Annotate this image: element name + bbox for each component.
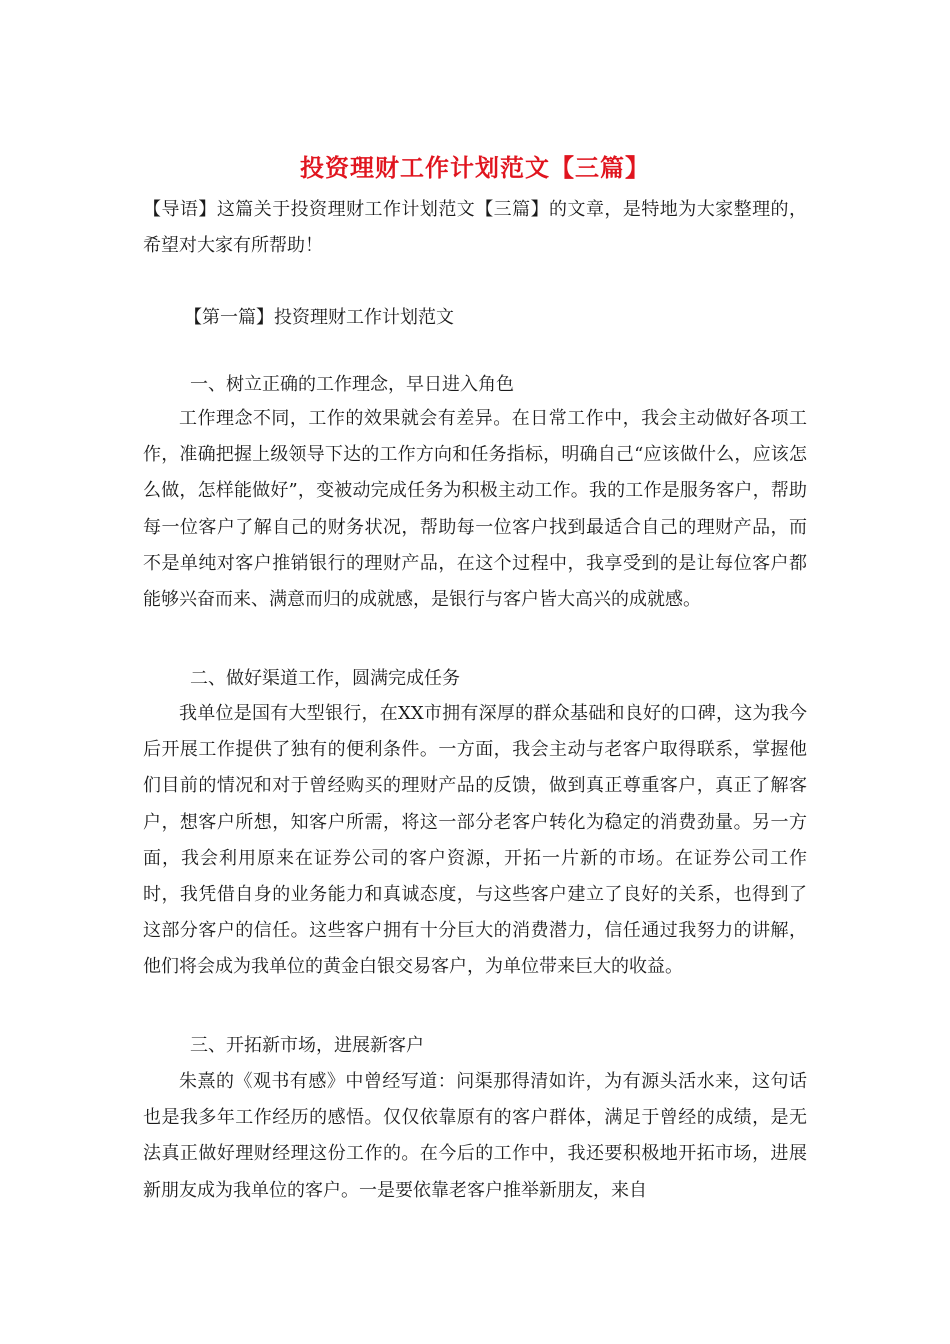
section-3-heading: 三、开拓新市场，进展新客户	[190, 1035, 424, 1056]
section-1-body: 工作理念不同，工作的效果就会有差异。在日常工作中，我会主动做好各项工作，准确把握上级领导下达的工作方向和任务指标，明确自己“应该做什么，应该怎么做，怎样能做好”，变被动完成任务为积极主动工作。我的工作是服务客户，帮助每一位客户了解自己的财务状况，帮助每一位客户找到最适合自己的理财产品，而不是单纯对客户推销银行的理财产品，在这个过程中，我享受到的是让每位客户都能够兴奋而来、满意而归的成就感，是银行与客户皆大高兴的成就感。	[143, 408, 807, 611]
section-2-heading: 二、做好渠道工作，圆满完成任务	[190, 668, 460, 689]
intro-paragraph: 【导语】这篇关于投资理财工作计划范文【三篇】的文章，是特地为大家整理的，希望对大家有所帮助！	[143, 199, 807, 257]
part-heading: 【第一篇】投资理财工作计划范文	[184, 307, 454, 328]
section-3-body: 朱熹的《观书有感》中曾经写道：问渠那得清如许，为有源头活水来，这句话也是我多年工作经历的感悟。仅仅依靠原有的客户群体，满足于曾经的成绩，是无法真正做好理财经理这份工作的。在今后的工作中，我还要积极地开拓市场，进展新朋友成为我单位的客户。一是要依靠老客户推举新朋友，来自	[143, 1071, 807, 1201]
document-title: 投资理财工作计划范文【三篇】	[300, 153, 650, 182]
section-1-heading: 一、树立正确的工作理念，早日进入角色	[190, 374, 514, 395]
section-2-body: 我单位是国有大型银行，在XX市拥有深厚的群众基础和良好的口碑，这为我今后开展工作提供了独有的便利条件。一方面，我会主动与老客户取得联系，掌握他们目前的情况和对于曾经购买的理财产品的反馈，做到真正尊重客户，真正了解客户，想客户所想，知客户所需，将这一部分老客户转化为稳定的消费劲量。另一方面，我会利用原来在证券公司的客户资源，开拓一片新的市场。在证券公司工作时，我凭借自身的业务能力和真诚态度，与这些客户建立了良好的关系，也得到了这部分客户的信任。这些客户拥有十分巨大的消费潜力，信任通过我努力的讲解，他们将会成为我单位的黄金白银交易客户，为单位带来巨大的收益。	[143, 703, 807, 978]
